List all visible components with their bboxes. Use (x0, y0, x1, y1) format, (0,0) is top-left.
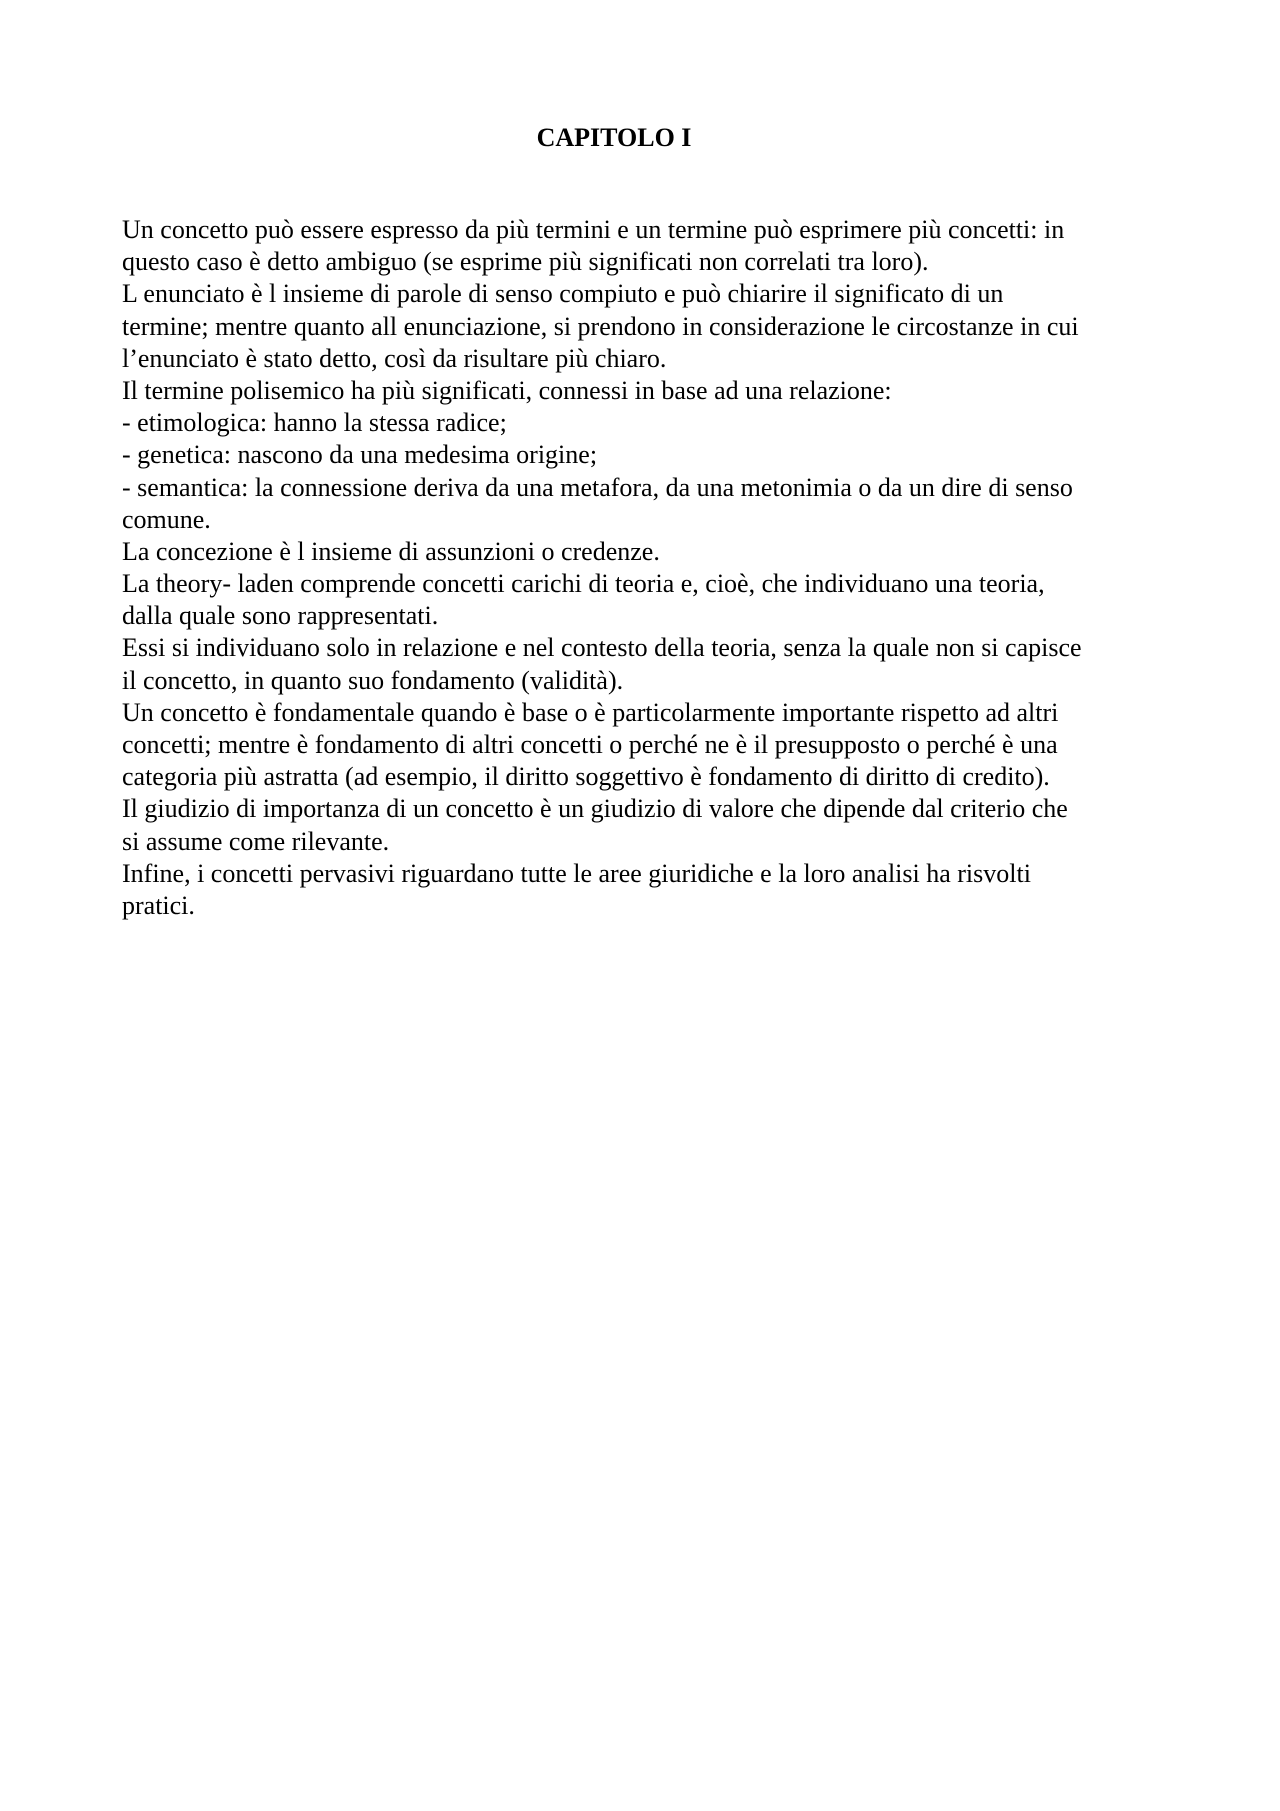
text-line: pratici. (122, 890, 195, 920)
text-line: Il giudizio di importanza di un concetto è un giudizio di valore che dipende dal criterio che (122, 794, 1068, 824)
text-line: dalla quale sono rappresentati. (122, 601, 439, 631)
text-line: il concetto, in quanto suo fondamento (validità). (122, 665, 624, 695)
chapter-title: CAPITOLO I (536, 123, 692, 152)
text-line: Essi si individuano solo in relazione e nel contesto della teoria, senza la quale non si capisce (122, 633, 1082, 663)
text-line: si assume come rilevante. (122, 826, 390, 856)
text-line: Il termine polisemico ha più significati, connessi in base ad una relazione: (122, 375, 892, 405)
text-line: concetti; mentre è fondamento di altri concetti o perché ne è il presupposto o perché è una (122, 730, 1058, 759)
text-line: La concezione è l insieme di assunzioni o credenze. (122, 536, 660, 566)
text-line: - genetica: nascono da una medesima origine; (122, 440, 598, 470)
text-line: La theory- laden comprende concetti carichi di teoria e, cioè, che individuano una teoria, (122, 569, 1045, 599)
text-line: Un concetto può essere espresso da più termini e un termine può esprimere più concetti: in (122, 215, 1065, 244)
text-line: l’enunciato è stato detto, così da risultare più chiaro. (122, 343, 667, 373)
body-text (122, 214, 1182, 922)
text-line: comune. (122, 504, 211, 534)
text-line: questo caso è detto ambiguo (se esprime più significati non correlati tra loro). (122, 247, 929, 277)
text-line: Un concetto è fondamentale quando è base o è particolarmente importante rispetto ad altri (122, 697, 1059, 727)
text-line: L enunciato è l insieme di parole di senso compiuto e può chiarire il significato di un (122, 279, 1004, 309)
text-line: Infine, i concetti pervasivi riguardano tutte le aree giuridiche e la loro analisi ha risvolti (122, 858, 1031, 888)
text-line: - etimologica: hanno la stessa radice; (122, 408, 507, 438)
text-line: - semantica: la connessione deriva da una metafora, da una metonimia o da un dire di senso (122, 472, 1073, 502)
text-line: termine; mentre quanto all enunciazione, si prendono in considerazione le circostanze in cui (122, 311, 1079, 341)
text-line: categoria più astratta (ad esempio, il diritto soggettivo è fondamento di diritto di credito). (122, 762, 1050, 792)
